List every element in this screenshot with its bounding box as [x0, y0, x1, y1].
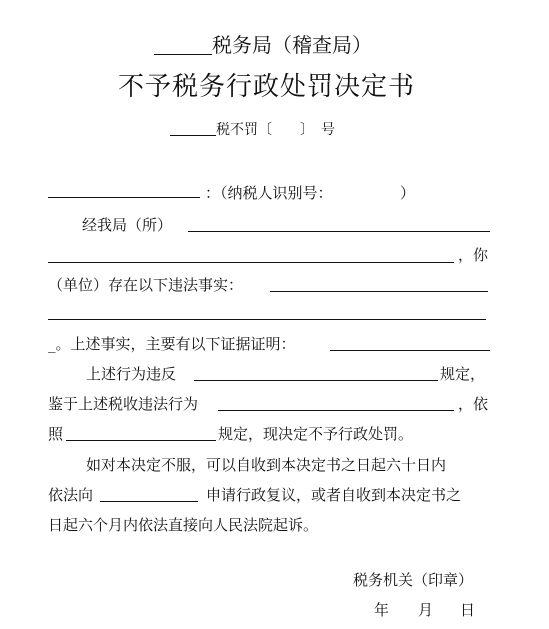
line10-suffix: 申请行政复议，或者自收到本决定书之 — [206, 486, 462, 504]
line4-blank[interactable] — [48, 319, 486, 320]
office-type-text: 税务局（稽查局） — [212, 33, 372, 57]
line6-blank[interactable] — [194, 380, 438, 381]
date-year: 年 — [374, 601, 390, 619]
line5-blank[interactable] — [330, 350, 490, 351]
line5-text: _。上述事实，主要有以下证据证明： — [48, 335, 296, 353]
line8-blank[interactable] — [66, 440, 216, 441]
recipient-suffix: ：（纳税人识别号： ） — [205, 184, 416, 202]
document-number — [170, 121, 335, 137]
line2-suffix: ，你 — [458, 246, 489, 264]
doc-number-text: 税不罚〔 〕 号 — [216, 122, 335, 138]
line10-blank[interactable] — [100, 501, 198, 502]
line8-suffix: 规定，现决定不予行政处罚。 — [218, 425, 414, 443]
line1-prefix: 经我局（所） — [82, 216, 173, 234]
line11-text: 日起六个月内依法直接向人民法院起诉。 — [48, 516, 319, 534]
office-name-blank[interactable] — [154, 36, 212, 55]
line7-prefix: 鉴于上述税收违法行为 — [48, 395, 199, 413]
line2-blank[interactable] — [48, 262, 454, 263]
line9-text: 如对本决定不服，可以自收到本决定书之日起六十日内 — [86, 456, 447, 474]
document-title: 不予税务行政处罚决定书 — [118, 72, 416, 102]
signature-seal: 税务机关（印章） — [353, 571, 474, 589]
doc-number-prefix-blank[interactable] — [170, 121, 216, 136]
line8-prefix: 照 — [48, 425, 64, 443]
issuing-office-heading — [154, 35, 372, 55]
line6-prefix: 上述行为违反 — [86, 365, 177, 383]
line3-blank[interactable] — [270, 291, 488, 292]
date-day: 日 — [460, 601, 476, 619]
line6-suffix: 规定， — [440, 365, 486, 383]
date-month: 月 — [418, 601, 434, 619]
recipient-name-blank[interactable] — [48, 197, 200, 198]
line1-blank[interactable] — [188, 231, 490, 232]
line7-suffix: ，依 — [458, 395, 489, 413]
line3-text: （单位）存在以下违法事实： — [48, 276, 244, 294]
line10-prefix: 依法向 — [48, 486, 94, 504]
line7-blank[interactable] — [218, 410, 454, 411]
